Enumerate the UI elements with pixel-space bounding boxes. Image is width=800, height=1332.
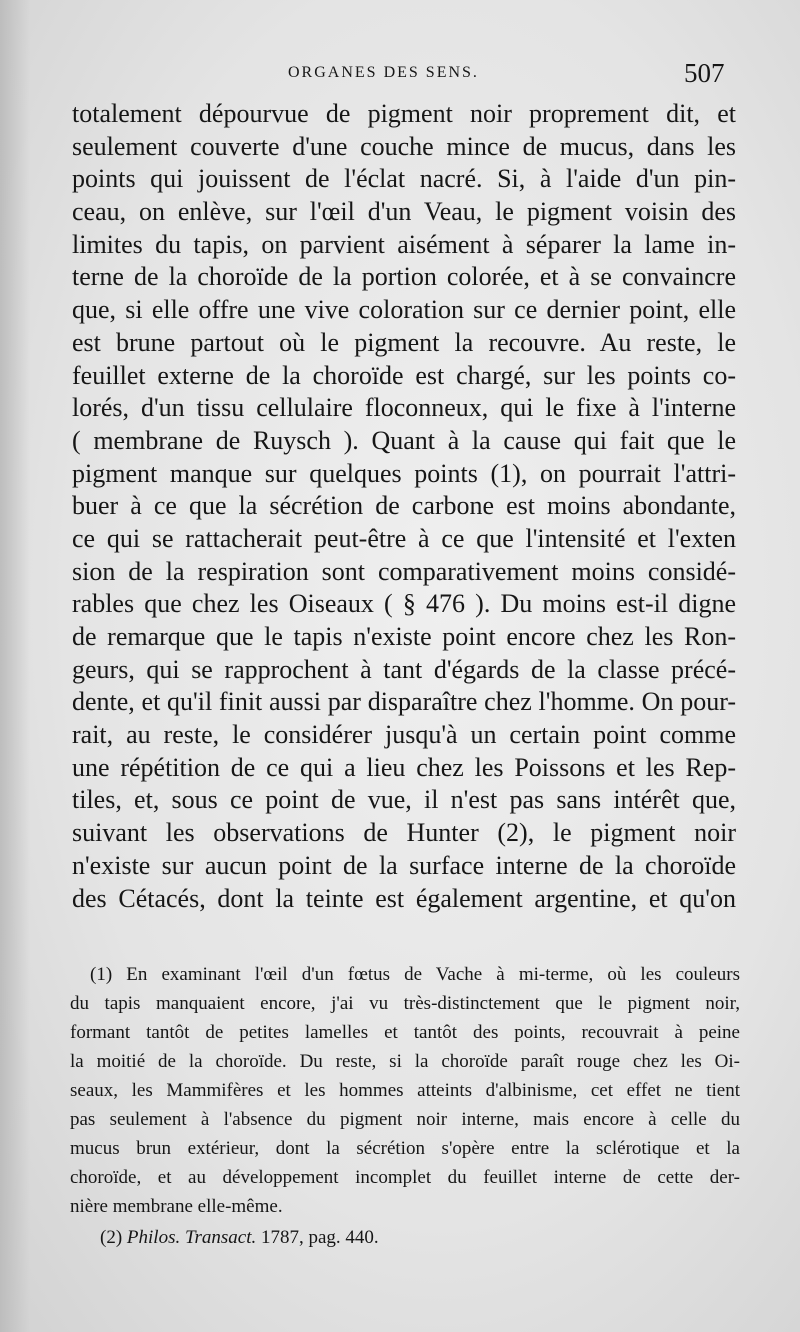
- text-line: rables que chez les Oiseaux ( § 476 ). Du moins est-il digne: [72, 589, 736, 619]
- main-text-block: [72, 98, 736, 915]
- text-line: buer à ce que la sécrétion de carbone est moins abondante,: [72, 491, 736, 521]
- text-line: une répétition de ce qui a lieu chez les Poissons et les Rep-: [72, 752, 736, 782]
- footnote-2-marker: (2): [100, 1227, 123, 1248]
- footnote-2-reference: 1787, pag. 440.: [260, 1227, 379, 1248]
- text-line: limites du tapis, on parvient aisément à séparer la lame in-: [72, 229, 736, 259]
- footnote-1-line: pas seulement à l'absence du pigment noir interne, mais encore à celle du: [70, 1109, 740, 1130]
- footnote-1-line: du tapis manquaient encore, j'ai vu très-distinctement que le pigment noir,: [70, 993, 740, 1014]
- footnote-1-line: nière membrane elle-même.: [70, 1196, 283, 1217]
- running-head: ORGANES DES SENS.: [288, 64, 479, 81]
- text-line: sion de la respiration sont comparativement moins considé-: [72, 556, 736, 586]
- footnote-1-line: la moitié de la choroïde. Du reste, si la choroïde paraît rouge chez les Oi-: [70, 1051, 740, 1072]
- text-line: de remarque que le tapis n'existe point encore chez les Ron-: [72, 622, 736, 651]
- text-line: dente, et qu'il finit aussi par disparaître chez l'homme. On pour-: [72, 687, 736, 717]
- text-line: ( membrane de Ruysch ). Quant à la cause qui fait que le: [72, 425, 736, 455]
- text-line: n'existe sur aucun point de la surface interne de la choroïde: [72, 850, 736, 880]
- text-line: tiles, et, sous ce point de vue, il n'est pas sans intérêt que,: [72, 785, 736, 815]
- text-line: des Cétacés, dont la teinte est également argentine, et qu'on: [72, 883, 736, 913]
- text-line: est brune partout où le pigment la recouvre. Au reste, le: [72, 327, 736, 357]
- footnote-1-line: seaux, les Mammifères et les hommes atteints d'albinisme, cet effet ne tient: [70, 1080, 740, 1101]
- footnote-2-title: Philos. Transact.: [126, 1227, 257, 1248]
- page-number: 507: [684, 58, 725, 88]
- text-line: totalement dépourvue de pigment noir proprement dit, et: [72, 99, 736, 128]
- text-line: que, si elle offre une vive coloration sur ce dernier point, elle: [72, 295, 736, 325]
- text-line: geurs, qui se rapprochent à tant d'égards de la classe précé-: [72, 654, 736, 684]
- page-header: [0, 58, 800, 90]
- footnote-1-line: mucus brun extérieur, dont la sécrétion s'opère entre la sclérotique et la: [70, 1138, 740, 1159]
- footnote-1-line: formant tantôt de petites lamelles et tantôt des points, recouvrait à peine: [70, 1022, 740, 1043]
- text-line: pigment manque sur quelques points (1), on pourrait l'attri-: [72, 458, 736, 488]
- footnote-2: [70, 1223, 740, 1252]
- text-line: ceau, on enlève, sur l'œil d'un Veau, le pigment voisin des: [72, 197, 736, 227]
- text-line: points qui jouissent de l'éclat nacré. Si, à l'aide d'un pin-: [72, 164, 736, 194]
- footnote-1-line: (1) En examinant l'œil d'un fœtus de Vache à mi-terme, où les couleurs: [90, 964, 740, 985]
- page-gutter-shadow: [0, 0, 30, 1332]
- text-line: suivant les observations de Hunter (2), le pigment noir: [72, 818, 736, 848]
- text-line: rait, au reste, le considérer jusqu'à un certain point comme: [72, 720, 736, 750]
- text-line: seulement couverte d'une couche mince de mucus, dans les: [72, 131, 736, 161]
- text-line: terne de la choroïde de la portion colorée, et à se convaincre: [72, 262, 736, 292]
- text-line: lorés, d'un tissu cellulaire floconneux, qui le fixe à l'interne: [72, 393, 736, 423]
- text-line: feuillet externe de la choroïde est chargé, sur les points co-: [72, 360, 736, 390]
- footnotes: [70, 960, 740, 1252]
- text-line: ce qui se rattacherait peut-être à ce que l'intensité et l'exten: [72, 523, 736, 553]
- footnote-1-line: choroïde, et au développement incomplet du feuillet interne de cette der-: [70, 1167, 740, 1188]
